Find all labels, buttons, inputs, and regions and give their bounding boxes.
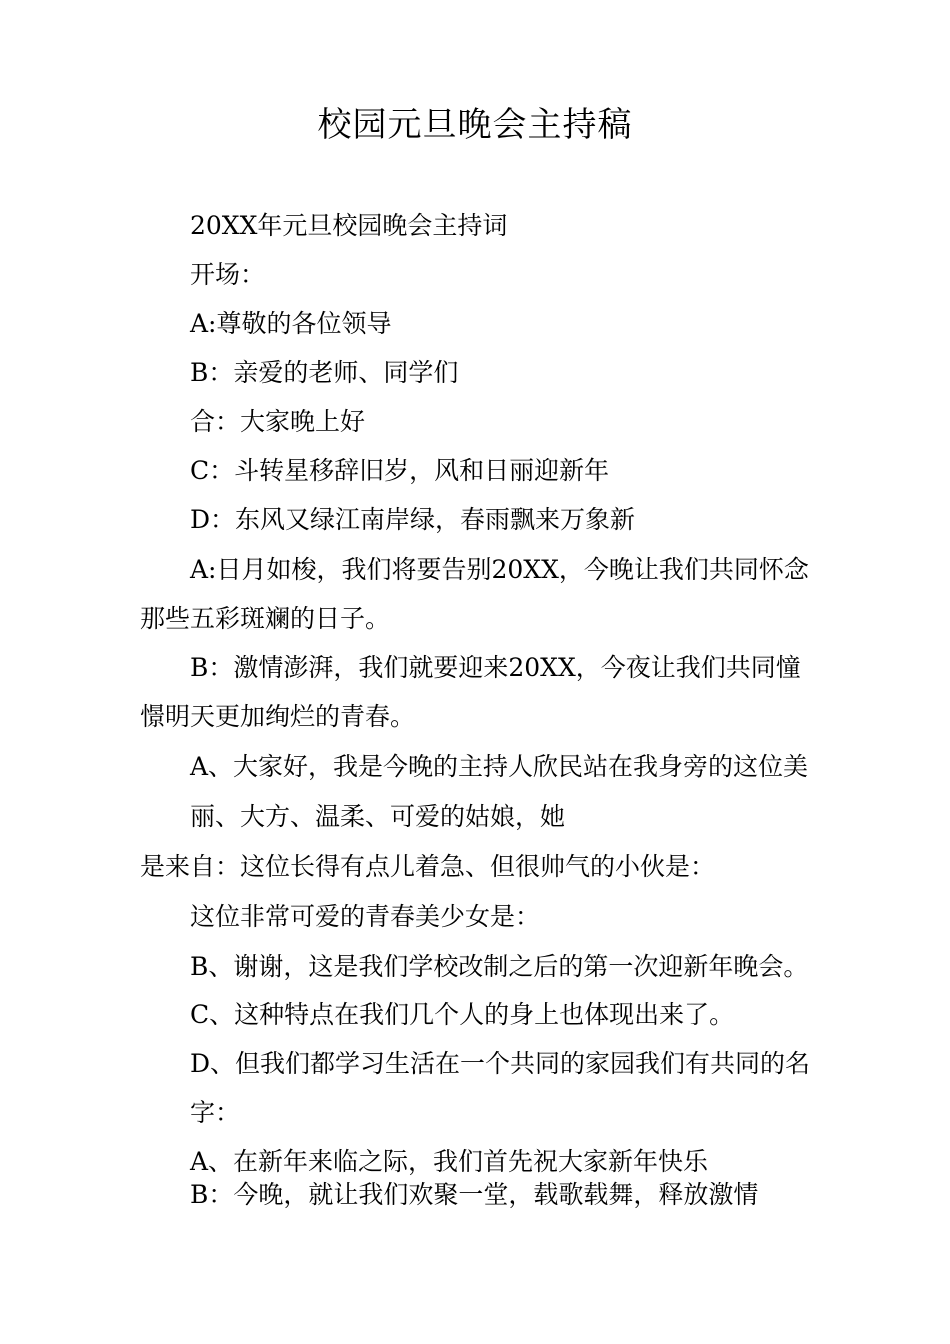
paragraph-line: 那些五彩斑斓的日子。 — [140, 604, 391, 633]
paragraph-line: C、这种特点在我们几个人的身上也体现出来了。 — [190, 1000, 735, 1029]
paragraph-line: C：斗转星移辞旧岁，风和日丽迎新年 — [190, 456, 610, 485]
paragraph-line: 合：大家晚上好 — [190, 407, 366, 436]
paragraph-line: B：今晚，就让我们欢聚一堂，载歌载舞，释放激情 — [190, 1180, 759, 1209]
paragraph-line: A:尊敬的各位领导 — [190, 309, 392, 338]
paragraph-line: 字： — [190, 1098, 241, 1127]
paragraph-line: B：亲爱的老师、同学们 — [190, 358, 459, 387]
paragraph-line: 丽、大方、温柔、可爱的姑娘，她 — [190, 802, 566, 831]
paragraph-line: 20XX年元旦校园晚会主持词 — [190, 211, 508, 240]
document-title: 校园元旦晚会主持稿 — [317, 105, 633, 145]
paragraph-line: D：东风又绿江南岸绿，春雨飘来万象新 — [190, 505, 636, 534]
paragraph-line: 开场： — [190, 260, 266, 289]
paragraph-line: 是来自：这位长得有点儿着急、但很帅气的小伙是： — [140, 852, 716, 881]
paragraph-line: A、在新年来临之际，我们首先祝大家新年快乐 — [190, 1147, 709, 1176]
paragraph-line: 憬明天更加绚烂的青春。 — [140, 702, 416, 731]
paragraph-line: B、谢谢，这是我们学校改制之后的第一次迎新年晚会。 — [190, 952, 809, 981]
paragraph-line: A、大家好，我是今晚的主持人欣民站在我身旁的这位美 — [190, 752, 809, 781]
paragraph-line: A:日月如梭，我们将要告别20XX，今晚让我们共同怀念 — [190, 555, 809, 584]
paragraph-line: 这位非常可爱的青春美少女是： — [190, 902, 541, 931]
paragraph-line: B：激情澎湃，我们就要迎来20XX，今夜让我们共同憧 — [190, 653, 801, 682]
paragraph-line: D、但我们都学习生活在一个共同的家园我们有共同的名 — [190, 1049, 811, 1078]
